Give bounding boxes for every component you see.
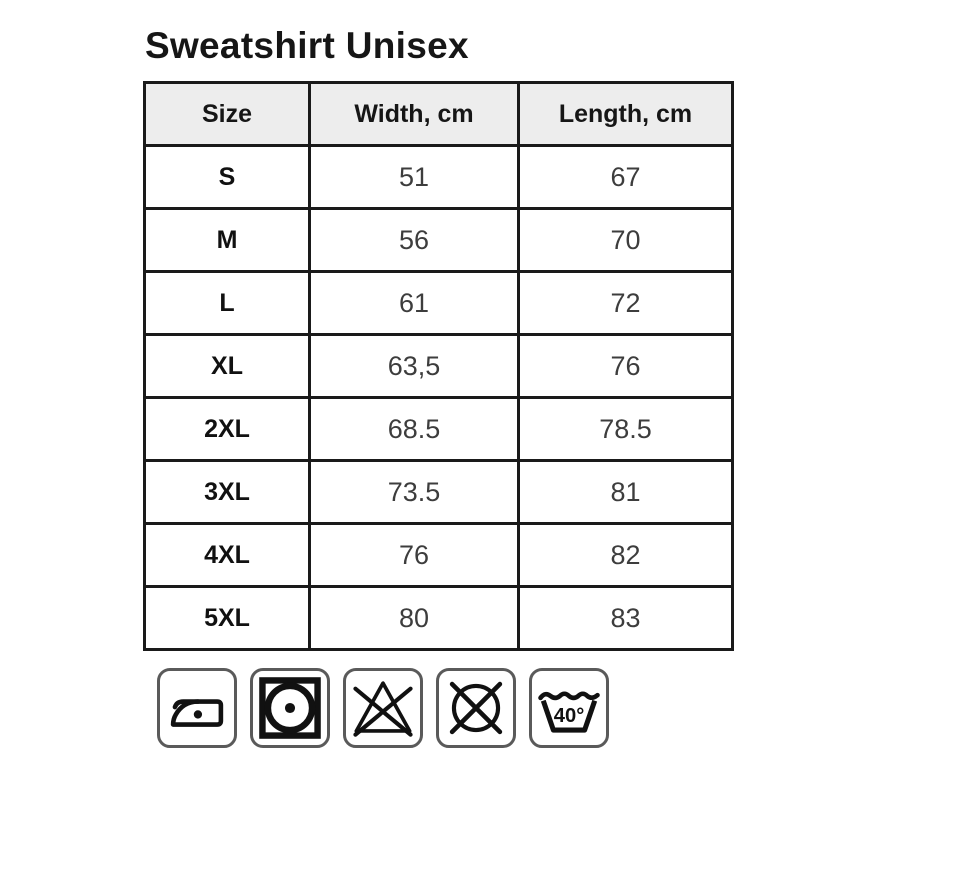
width-cell: 61 [310, 272, 519, 335]
size-cell: 5XL [145, 587, 310, 650]
size-cell: 2XL [145, 398, 310, 461]
column-header-width: Width, cm [310, 83, 519, 146]
length-cell: 72 [519, 272, 733, 335]
do-not-dry-clean-icon [436, 668, 516, 748]
width-cell: 51 [310, 146, 519, 209]
length-cell: 67 [519, 146, 733, 209]
size-cell: M [145, 209, 310, 272]
column-header-length: Length, cm [519, 83, 733, 146]
table-row [145, 461, 733, 524]
table-row [145, 146, 733, 209]
wash-temperature-label: 40° [553, 704, 585, 727]
iron-low-icon [157, 668, 237, 748]
length-cell: 76 [519, 335, 733, 398]
header-row [145, 83, 733, 146]
length-cell: 70 [519, 209, 733, 272]
table-row [145, 587, 733, 650]
tumble-dry-icon [250, 668, 330, 748]
width-cell: 56 [310, 209, 519, 272]
length-cell: 83 [519, 587, 733, 650]
length-cell: 81 [519, 461, 733, 524]
width-cell: 80 [310, 587, 519, 650]
width-cell: 76 [310, 524, 519, 587]
size-cell: L [145, 272, 310, 335]
length-cell: 82 [519, 524, 733, 587]
size-cell: S [145, 146, 310, 209]
column-header-size: Size [145, 83, 310, 146]
table-row [145, 335, 733, 398]
length-cell: 78.5 [519, 398, 733, 461]
care-icons-row [143, 668, 734, 748]
table-row [145, 398, 733, 461]
wash-40-icon [529, 668, 609, 748]
size-cell: XL [145, 335, 310, 398]
width-cell: 73.5 [310, 461, 519, 524]
table-row [145, 209, 733, 272]
page-title: Sweatshirt Unisex [145, 25, 469, 66]
width-cell: 68.5 [310, 398, 519, 461]
size-cell: 4XL [145, 524, 310, 587]
do-not-bleach-icon [343, 668, 423, 748]
table-row [145, 524, 733, 587]
size-chart-page [143, 24, 734, 748]
table-row [145, 272, 733, 335]
size-chart-table [143, 81, 734, 651]
width-cell: 63,5 [310, 335, 519, 398]
size-cell: 3XL [145, 461, 310, 524]
